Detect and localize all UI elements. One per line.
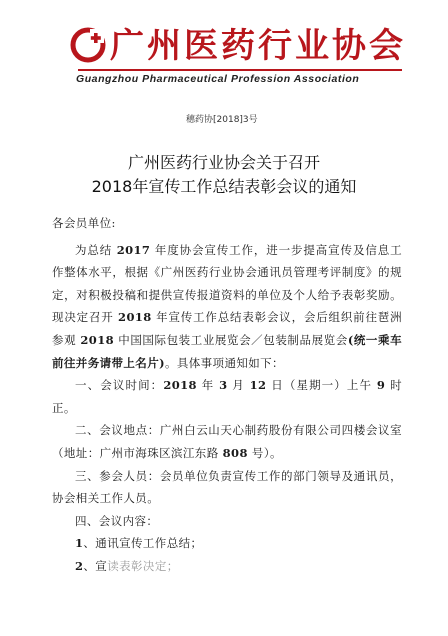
letterhead: [0, 0, 448, 100]
text: 中国国际包装工业展览会／包装制品展览会: [114, 332, 348, 347]
association-logo-icon: [70, 27, 106, 63]
year: 2018: [118, 310, 152, 325]
year: 2018: [80, 332, 115, 347]
day: 12: [249, 378, 267, 393]
text: 为总结: [75, 242, 117, 257]
title-line-2: 2018年宣传工作总结表彰会议的通知: [91, 177, 357, 196]
item-meeting-place: [52, 419, 402, 464]
text: 号）。: [247, 445, 282, 460]
salutation: 各会员单位:: [52, 216, 116, 230]
hour: 9: [376, 378, 386, 393]
text: 。具体事项通知如下：: [164, 355, 284, 370]
text: 年度协会宣传工作，进一步提高宣传及信息工作整体水平，根据《广州医药行业协会通讯员管理考评制度》的规定，对积极投稿和提供宣传报道资料的单位及个人给予表彰奖励。现决定召开: [52, 242, 402, 325]
text: 时正。: [52, 378, 402, 415]
item-meeting-time: [52, 374, 402, 419]
text: 月: [227, 378, 250, 393]
text: 一、会议时间：: [75, 378, 164, 393]
notice-body: [52, 212, 402, 578]
letterhead-rule: [78, 69, 402, 71]
street-number: 808: [222, 445, 248, 460]
text: 、宣: [83, 558, 108, 573]
content-item-1: [52, 532, 402, 555]
intro-paragraph: [52, 239, 402, 375]
text: 二、会议地点：广州白云山天心制药股份有限公司四楼会议室（地址：广州市海珠区滨江东路: [52, 423, 402, 460]
text: 年宣传工作总结表彰会议，会后组织前往琶洲参观: [52, 310, 402, 347]
year: 2017: [116, 242, 151, 257]
item-number: 1: [75, 536, 84, 551]
text: 日（星期一）上午: [266, 378, 377, 393]
bold-note: (统一乘车前往并务请带上名片): [52, 332, 402, 370]
year: 2018: [163, 378, 197, 393]
title-line-1: 广州医药行业协会关于召开: [127, 153, 320, 172]
document-number: 穗药协[2018]3号: [186, 115, 258, 125]
text: 读表彰决定；: [107, 558, 179, 573]
org-name: 广州医药行业协会: [110, 26, 406, 66]
text: 年: [196, 378, 220, 393]
item-meeting-content: 四、会议内容：: [75, 513, 159, 528]
item-number: 2: [75, 558, 84, 573]
org-name-en: Guangzhou Pharmaceutical Profession Association: [76, 73, 360, 85]
content-item-2: [52, 555, 402, 578]
item-attendees: 三、参会人员：会员单位负责宣传工作的部门领导及通讯员，协会相关工作人员。: [52, 468, 402, 506]
month: 3: [219, 378, 228, 393]
text: 、通讯宣传工作总结；: [83, 536, 203, 551]
